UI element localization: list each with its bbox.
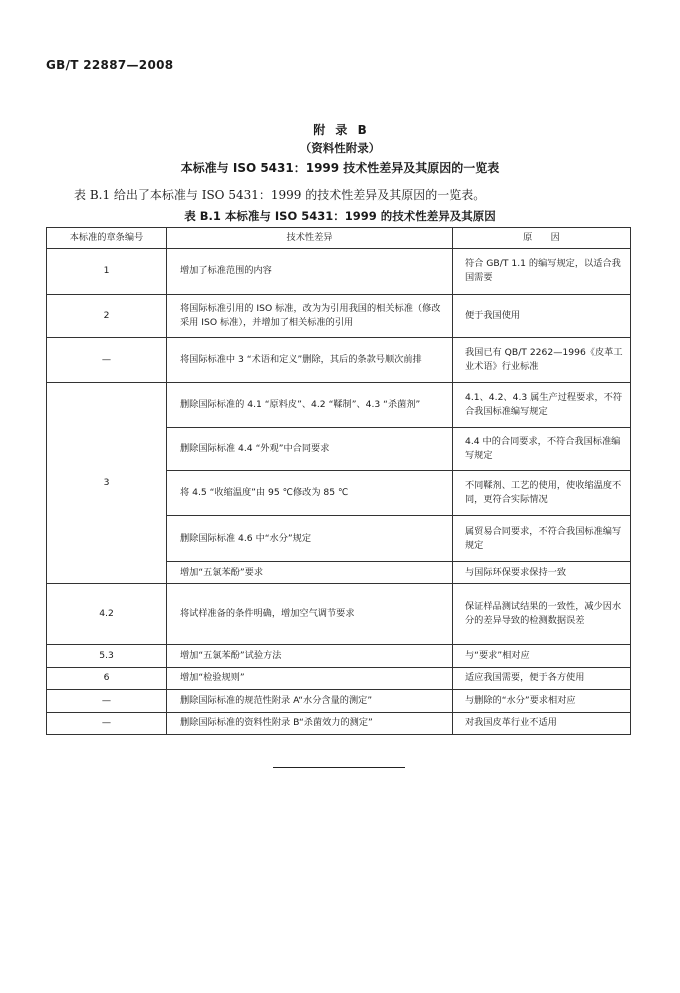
table-row bbox=[47, 690, 631, 712]
end-rule bbox=[273, 767, 405, 768]
reason-cell: 与“要求”相对应 bbox=[453, 645, 631, 667]
clause-cell: 2 bbox=[47, 294, 167, 338]
change-cell: 删除国际标准的资料性附录 B“杀菌效力的测定” bbox=[167, 712, 453, 734]
table-header-row bbox=[47, 228, 631, 249]
change-cell: 增加了标准范围的内容 bbox=[167, 249, 453, 295]
annex-title: 附 录 B bbox=[313, 123, 367, 137]
clause-cell: 3 bbox=[47, 383, 167, 584]
change-cell: 将国际标准中 3 “术语和定义”删除，其后的条款号顺次前排 bbox=[167, 338, 453, 383]
change-cell: 将国际标准引用的 ISO 标准，改为为引用我国的相关标准（修改采用 ISO 标准），并增加了相关标准的引用 bbox=[167, 294, 453, 338]
table-row bbox=[47, 294, 631, 338]
table-row bbox=[47, 249, 631, 295]
table-row bbox=[47, 383, 631, 428]
clause-cell: — bbox=[47, 338, 167, 383]
clause-cell: 6 bbox=[47, 667, 167, 689]
change-cell: 删除国际标准 4.6 中“水分”规定 bbox=[167, 516, 453, 562]
table-row bbox=[47, 667, 631, 689]
change-cell: 删除国际标准的 4.1 “原料皮”、4.2 “鞣制”、4.3 “杀菌剂” bbox=[167, 383, 453, 428]
reason-cell: 与删除的“水分”要求相对应 bbox=[453, 690, 631, 712]
change-cell: 删除国际标准 4.4 “外观”中合同要求 bbox=[167, 427, 453, 470]
table-row bbox=[47, 645, 631, 667]
reason-cell: 4.1、4.2、4.3 属生产过程要求，不符合我国标准编写规定 bbox=[453, 383, 631, 428]
annex-subtitle: 本标准与 ISO 5431：1999 技术性差异及其原因的一览表 bbox=[180, 161, 500, 175]
annex-type: （资料性附录） bbox=[299, 141, 381, 155]
differences-table bbox=[46, 227, 631, 735]
change-cell: 删除国际标准的规范性附录 A“水分含量的测定” bbox=[167, 690, 453, 712]
change-cell: 增加“五氯苯酚”要求 bbox=[167, 562, 453, 584]
table-caption: 表 B.1 本标准与 ISO 5431：1999 的技术性差异及其原因 bbox=[184, 209, 496, 223]
table-row bbox=[47, 712, 631, 734]
clause-cell: 1 bbox=[47, 249, 167, 295]
reason-cell: 保证样品测试结果的一致性，减少因水分的差异导致的检测数据误差 bbox=[453, 584, 631, 645]
reason-cell: 对我国皮革行业不适用 bbox=[453, 712, 631, 734]
change-cell: 增加“检验规则” bbox=[167, 667, 453, 689]
reason-cell: 与国际环保要求保持一致 bbox=[453, 562, 631, 584]
change-cell: 将试样准备的条件明确，增加空气调节要求 bbox=[167, 584, 453, 645]
reason-cell: 符合 GB/T 1.1 的编写规定，以适合我国需要 bbox=[453, 249, 631, 295]
clause-cell: 5.3 bbox=[47, 645, 167, 667]
table-row bbox=[47, 338, 631, 383]
reason-cell: 便于我国使用 bbox=[453, 294, 631, 338]
header-change: 技术性差异 bbox=[167, 228, 453, 249]
table-row bbox=[47, 584, 631, 645]
reason-cell: 4.4 中的合同要求，不符合我国标准编写规定 bbox=[453, 427, 631, 470]
header-clause: 本标准的章条编号 bbox=[47, 228, 167, 249]
clause-cell: — bbox=[47, 712, 167, 734]
reason-cell: 适应我国需要，便于各方使用 bbox=[453, 667, 631, 689]
intro-paragraph: 表 B.1 给出了本标准与 ISO 5431：1999 的技术性差异及其原因的一览表。 bbox=[74, 188, 486, 202]
header-reason: 原 因 bbox=[453, 228, 631, 249]
reason-cell: 不同鞣剂、工艺的使用，使收缩温度不同，更符合实际情况 bbox=[453, 470, 631, 516]
reason-cell: 属贸易合同要求，不符合我国标准编写规定 bbox=[453, 516, 631, 562]
clause-cell: 4.2 bbox=[47, 584, 167, 645]
clause-cell: — bbox=[47, 690, 167, 712]
standard-code: GB/T 22887—2008 bbox=[46, 58, 174, 72]
change-cell: 将 4.5 “收缩温度”由 95 ℃修改为 85 ℃ bbox=[167, 470, 453, 516]
change-cell: 增加“五氯苯酚”试验方法 bbox=[167, 645, 453, 667]
reason-cell: 我国已有 QB/T 2262—1996《皮革工业术语》行业标准 bbox=[453, 338, 631, 383]
